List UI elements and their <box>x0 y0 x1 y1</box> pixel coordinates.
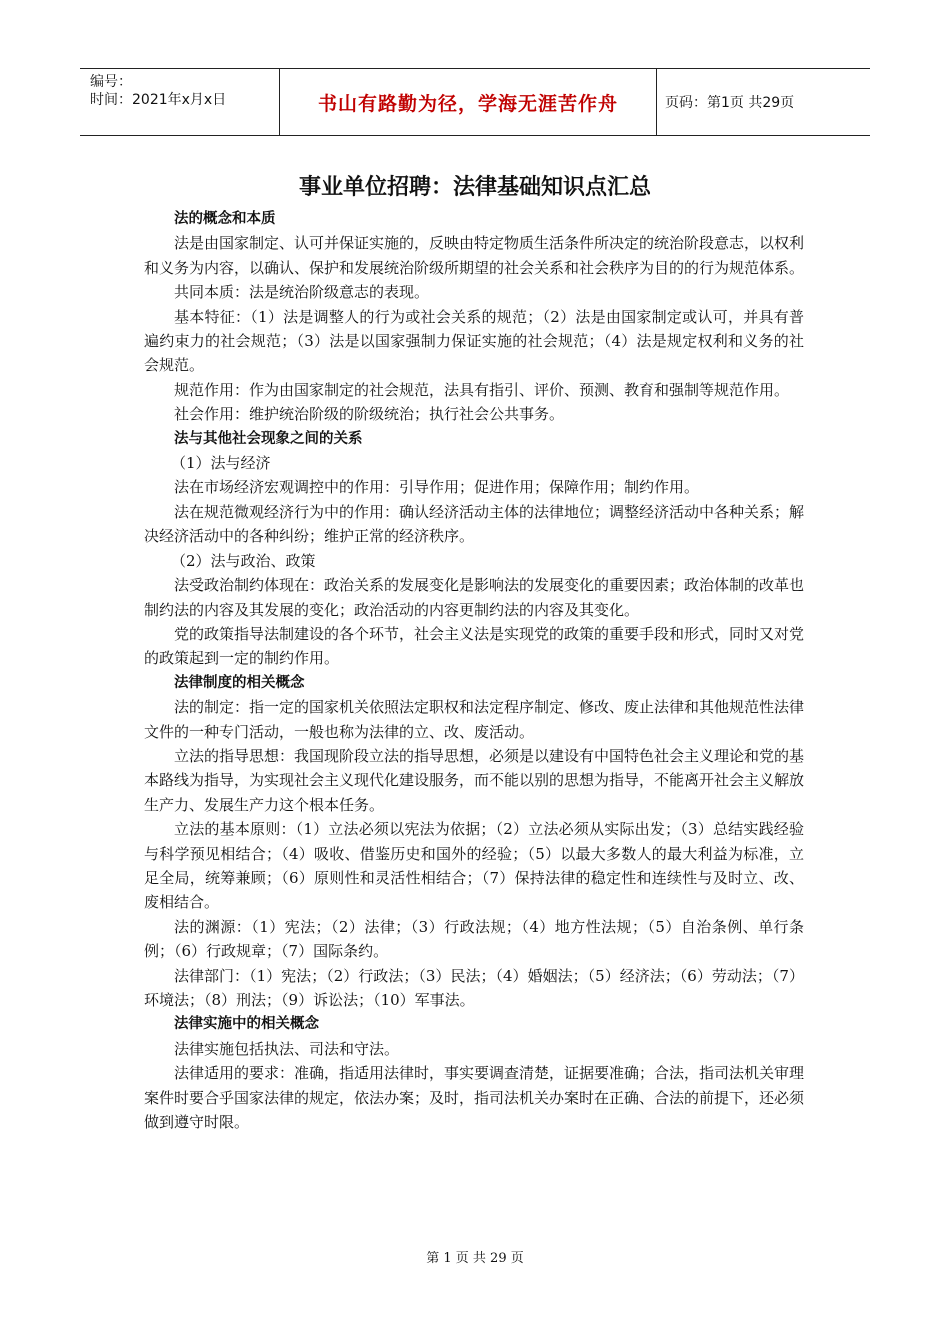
header-motto: 书山有路勤为径，学海无涯苦作舟 <box>280 69 657 135</box>
paragraph: 党的政策指导法制建设的各个环节，社会主义法是实现党的政策的重要手段和形式，同时又对党的政策起到一定的制约作用。 <box>144 624 805 668</box>
paragraph: 基本特征：（1）法是调整人的行为或社会关系的规范；（2）法是由国家制定或认可，并具有普遍约束力的社会规范；（3）法是以国家强制力保证实施的社会规范；（4）法是规定权利和义务的社会规范。 <box>144 307 804 375</box>
paragraph: 社会作用：维护统治阶级的阶级统治；执行社会公共事务。 <box>174 405 565 424</box>
paragraph: 法的制定：指一定的国家机关依照法定职权和法定程序制定、修改、废止法律和其他规范性法律文件的一种专门活动，一般也称为法律的立、改、废活动。 <box>144 698 805 741</box>
paragraph: 法在规范微观经济行为中的作用：确认经济活动主体的法律地位；调整经济活动中各种关系；解决经济活动中的各种纠纷；维护正常的经济秩序。 <box>144 502 805 546</box>
paragraph: 共同本质：法是统治阶级意志的表现。 <box>174 283 430 302</box>
paragraph: 规范作用：作为由国家制定的社会规范，法具有指引、评价、预测、教育和强制等规范作用。 <box>174 380 790 399</box>
paragraph: 法的渊源：（1）宪法；（2）法律；（3）行政法规；（4）地方性法规；（5）自治条例、单行条例；（6）行政规章；（7）国际条约。 <box>144 917 804 961</box>
page-footer: 第 1 页 共 29 页 <box>426 1251 524 1266</box>
paragraph: 立法的基本原则：（1）立法必须以宪法为依据；（2）立法必须从实际出发；（3）总结实践经验与科学预见相结合；（4）吸收、借鉴历史和国外的经验；（5）以最大多数人的最大利益为标准，立足全局，统筹兼顾；（6）原则性和灵活性相结合；（7）保持法律的稳定性和连续性与及时立、改、废相结合。 <box>144 820 804 912</box>
paragraph: 法在市场经济宏观调控中的作用：引导作用；促进作用；保障作用；制约作用。 <box>174 478 700 497</box>
header-page-info: 页码：第1页 共29页 <box>665 95 795 111</box>
subsection-label: （1）法与经济 <box>171 454 271 473</box>
header-meta <box>80 69 280 135</box>
document-number-label: 编号： <box>90 74 132 90</box>
section-heading: 法律实施中的相关概念 <box>174 1016 319 1033</box>
document-title: 事业单位招聘：法律基础知识点汇总 <box>298 175 651 200</box>
paragraph: 法律部门：（1）宪法；（2）行政法；（3）民法；（4）婚姻法；（5）经济法；（6）劳动法；（7）环境法；（8）刑法；（9）诉讼法；（10）军事法。 <box>144 966 804 1009</box>
section-heading: 法与其他社会现象之间的关系 <box>174 430 363 447</box>
paragraph: 法是由国家制定、认可并保证实施的，反映由特定物质生活条件所决定的统治阶段意志，以权利和义务为内容，以确认、保护和发展统治阶级所期望的社会关系和社会秩序为目的的行为规范体系。 <box>144 234 805 277</box>
page-header <box>80 68 870 136</box>
paragraph: 法受政治制约体现在：政治关系的发展变化是影响法的发展变化的重要因素；政治体制的改革也制约法的内容及其发展的变化；政治活动的内容更制约法的内容及其变化。 <box>144 576 805 619</box>
document-date: 时间：2021年x月x日 <box>90 92 227 108</box>
section-heading: 法的概念和本质 <box>174 211 276 227</box>
subsection-label: （2）法与政治、政策 <box>171 551 316 570</box>
paragraph: 法律适用的要求：准确，指适用法律时，事实要调查清楚，证据要准确；合法，指司法机关审理案件时要合乎国家法律的规定，依法办案；及时，指司法机关办案时在正确、合法的前提下，还必须做到遵守时限。 <box>144 1064 805 1132</box>
section-heading: 法律制度的相关概念 <box>174 674 305 691</box>
document-body <box>144 207 804 1134</box>
paragraph: 立法的指导思想：我国现阶段立法的指导思想，必须是以建设有中国特色社会主义理论和党的基本路线为指导，为实现社会主义现代化建设服务，而不能以别的思想为指导，不能离开社会主义解放生产力、发展生产力这个根本任务。 <box>144 746 805 814</box>
paragraph: 法律实施包括执法、司法和守法。 <box>174 1039 400 1058</box>
